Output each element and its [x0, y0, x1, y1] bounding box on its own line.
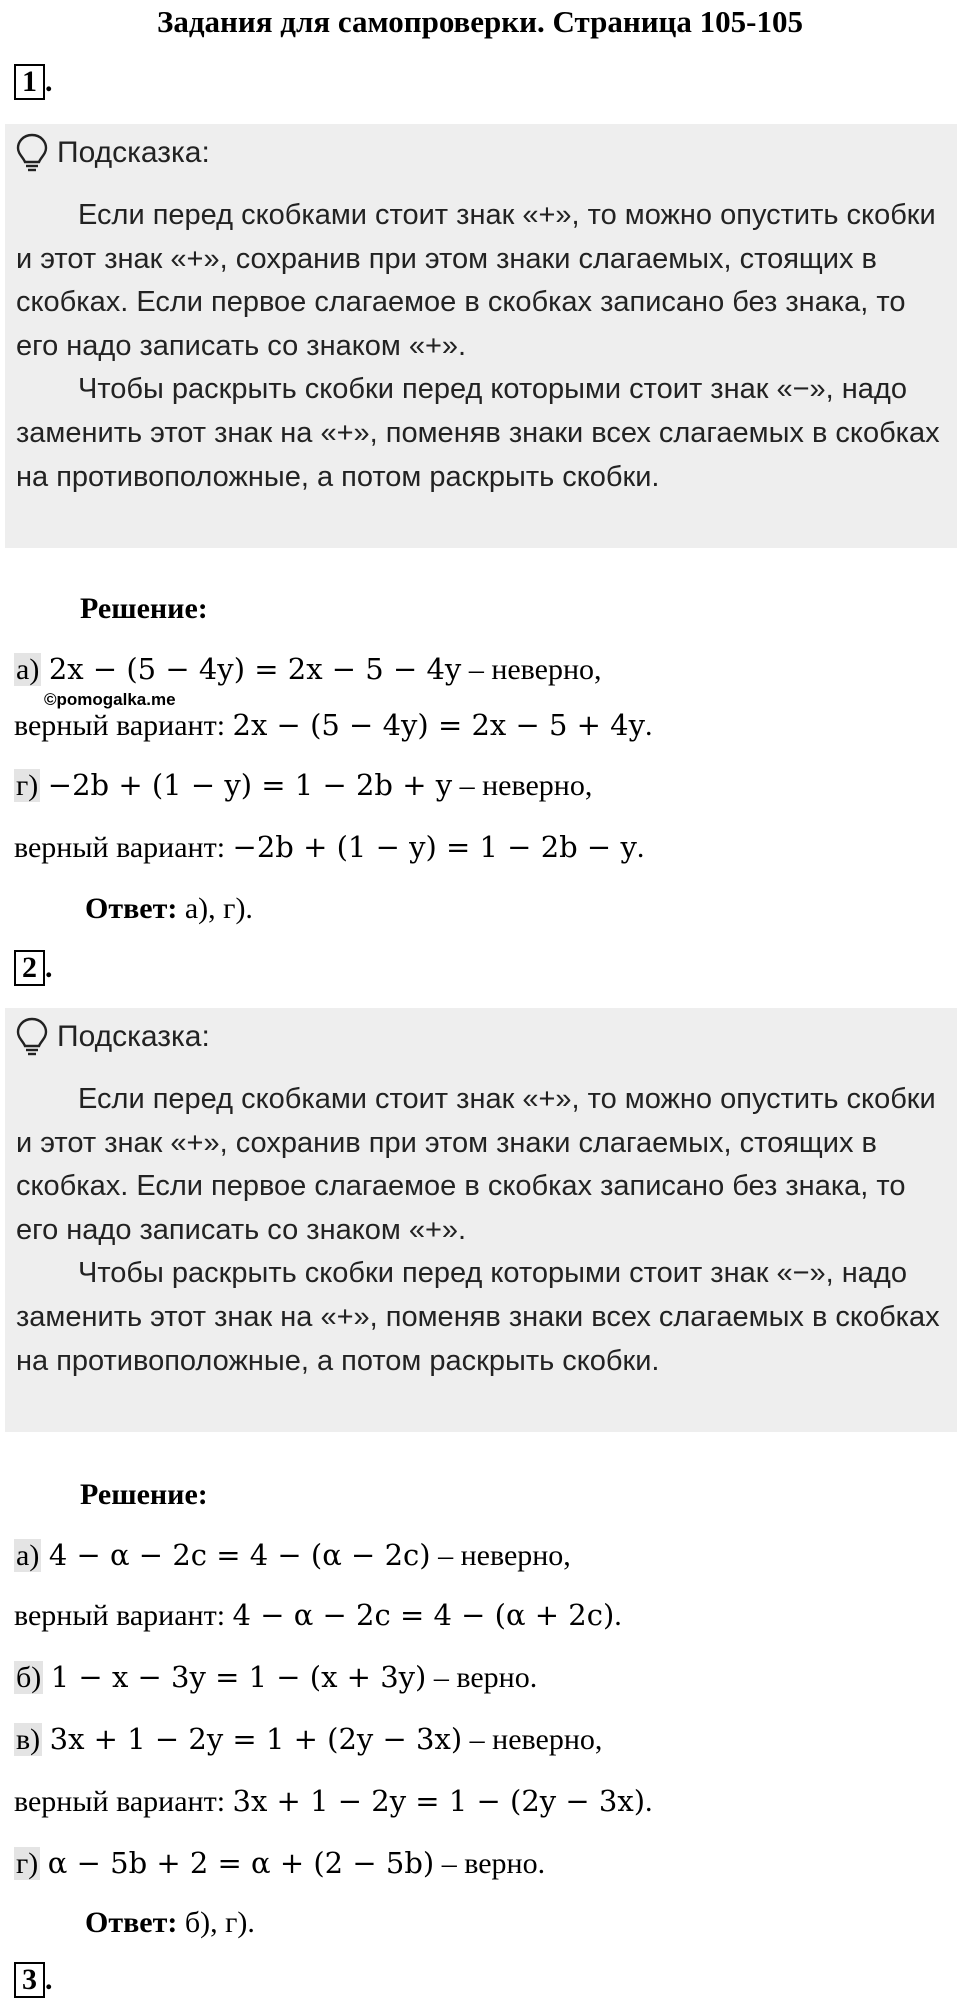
hint-box-2	[5, 1008, 957, 1432]
correct-variant-label: верный вариант:	[14, 1599, 233, 1632]
line-end: .	[645, 709, 653, 742]
equation: −2b + (1 − y) = 1 − 2b − y	[232, 830, 637, 864]
hint-paragraph-1a: Если перед скобками стоит знак «+», то можно опустить скобки и этот знак «+», сохранив при этом знаки слагаемых, стоящих в скобках. Если первое слагаемое в скобках записано без знака, то его надо записать со знаком «+».	[16, 199, 936, 362]
solution-line	[14, 708, 653, 743]
item-label: г)	[16, 769, 39, 802]
solution-line	[14, 1722, 602, 1757]
answer-label: Ответ:	[85, 1906, 178, 1939]
hint-title-2: Подсказка:	[57, 1020, 210, 1053]
verdict: – неверно,	[430, 1539, 571, 1572]
task-number-2-text: 2	[22, 951, 37, 984]
page-title: Задания для самопроверки. Страница 105-105	[156, 4, 803, 39]
hint-paragraph-1b: Чтобы раскрыть скобки перед которыми стоит знак «−», надо заменить этот знак на «+», поменяв знаки всех слагаемых в скобках на противоположные, а потом раскрыть скобки.	[16, 373, 940, 493]
answer-value: б), г).	[177, 1906, 255, 1939]
solution-line	[14, 1598, 622, 1633]
item-label: б)	[16, 1661, 42, 1694]
hint-box-1	[5, 124, 957, 548]
lightbulb-icon	[15, 132, 49, 174]
item-label: г)	[16, 1847, 39, 1880]
hint-paragraph-2b: Чтобы раскрыть скобки перед которыми стоит знак «−», надо заменить этот знак на «+», поменяв знаки всех слагаемых в скобках на противоположные, а потом раскрыть скобки.	[16, 1257, 940, 1377]
answer-1	[85, 892, 253, 926]
lightbulb-icon	[15, 1016, 49, 1058]
solution-heading-2: Решение:	[80, 1478, 208, 1511]
task-number-3: 3 .	[14, 1962, 54, 1998]
answer-label: Ответ:	[85, 892, 178, 925]
answer-value: а), г).	[177, 892, 253, 925]
correct-variant-label: верный вариант:	[14, 709, 233, 742]
verdict: – неверно,	[452, 769, 593, 802]
verdict: – неверно,	[461, 653, 602, 686]
hint-title-1: Подсказка:	[57, 136, 210, 169]
equation: α − 5b + 2 = α + (2 − 5b)	[47, 1846, 435, 1880]
verdict: – верно.	[434, 1847, 546, 1880]
item-label: а)	[16, 1539, 40, 1572]
equation: 2x − (5 − 4y) = 2x − 5 − 4y	[48, 652, 462, 686]
solution-line	[14, 1660, 537, 1695]
line-end: .	[645, 1785, 653, 1818]
solution-line	[14, 830, 644, 865]
item-label: в)	[16, 1723, 41, 1756]
solution-line	[14, 1538, 571, 1573]
watermark: ©pomogalka.me	[44, 690, 176, 709]
equation: 4 − α − 2c = 4 − (α + 2c)	[232, 1598, 615, 1632]
line-end: .	[614, 1599, 622, 1632]
task-number-1: 1 .	[14, 64, 54, 100]
hint-text-1	[16, 194, 946, 499]
hint-text-2	[16, 1078, 946, 1383]
verdict: – неверно,	[462, 1723, 603, 1756]
hint-header-1	[15, 132, 210, 174]
line-end: .	[636, 831, 645, 864]
solution-line	[14, 1846, 545, 1881]
answer-2	[85, 1906, 255, 1940]
solution-line	[14, 768, 592, 803]
hint-paragraph-2a: Если перед скобками стоит знак «+», то можно опустить скобки и этот знак «+», сохранив при этом знаки слагаемых, стоящих в скобках. Если первое слагаемое в скобках записано без знака, то его надо записать со знаком «+».	[16, 1083, 936, 1246]
solution-line	[14, 1784, 653, 1819]
item-label: а)	[16, 653, 40, 686]
equation: 3x + 1 − 2y = 1 − (2y − 3x)	[232, 1784, 646, 1818]
solution-line	[14, 652, 602, 687]
equation: 4 − α − 2c = 4 − (α − 2c)	[48, 1538, 431, 1572]
equation: 2x − (5 − 4y) = 2x − 5 + 4y	[232, 708, 646, 742]
correct-variant-label: верный вариант:	[14, 831, 233, 864]
equation: −2b + (1 − y) = 1 − 2b + y	[47, 768, 453, 802]
solution-heading-1: Решение:	[80, 592, 208, 625]
equation: 1 − x − 3y = 1 − (x + 3y)	[50, 1660, 427, 1694]
equation: 3x + 1 − 2y = 1 + (2y − 3x)	[49, 1722, 463, 1756]
verdict: – верно.	[426, 1661, 538, 1694]
task-number-1-text: 1	[22, 65, 37, 98]
task-number-3-text: 3	[22, 1963, 37, 1996]
task-number-2: 2 .	[14, 950, 54, 986]
correct-variant-label: верный вариант:	[14, 1785, 233, 1818]
hint-header-2	[15, 1016, 210, 1058]
